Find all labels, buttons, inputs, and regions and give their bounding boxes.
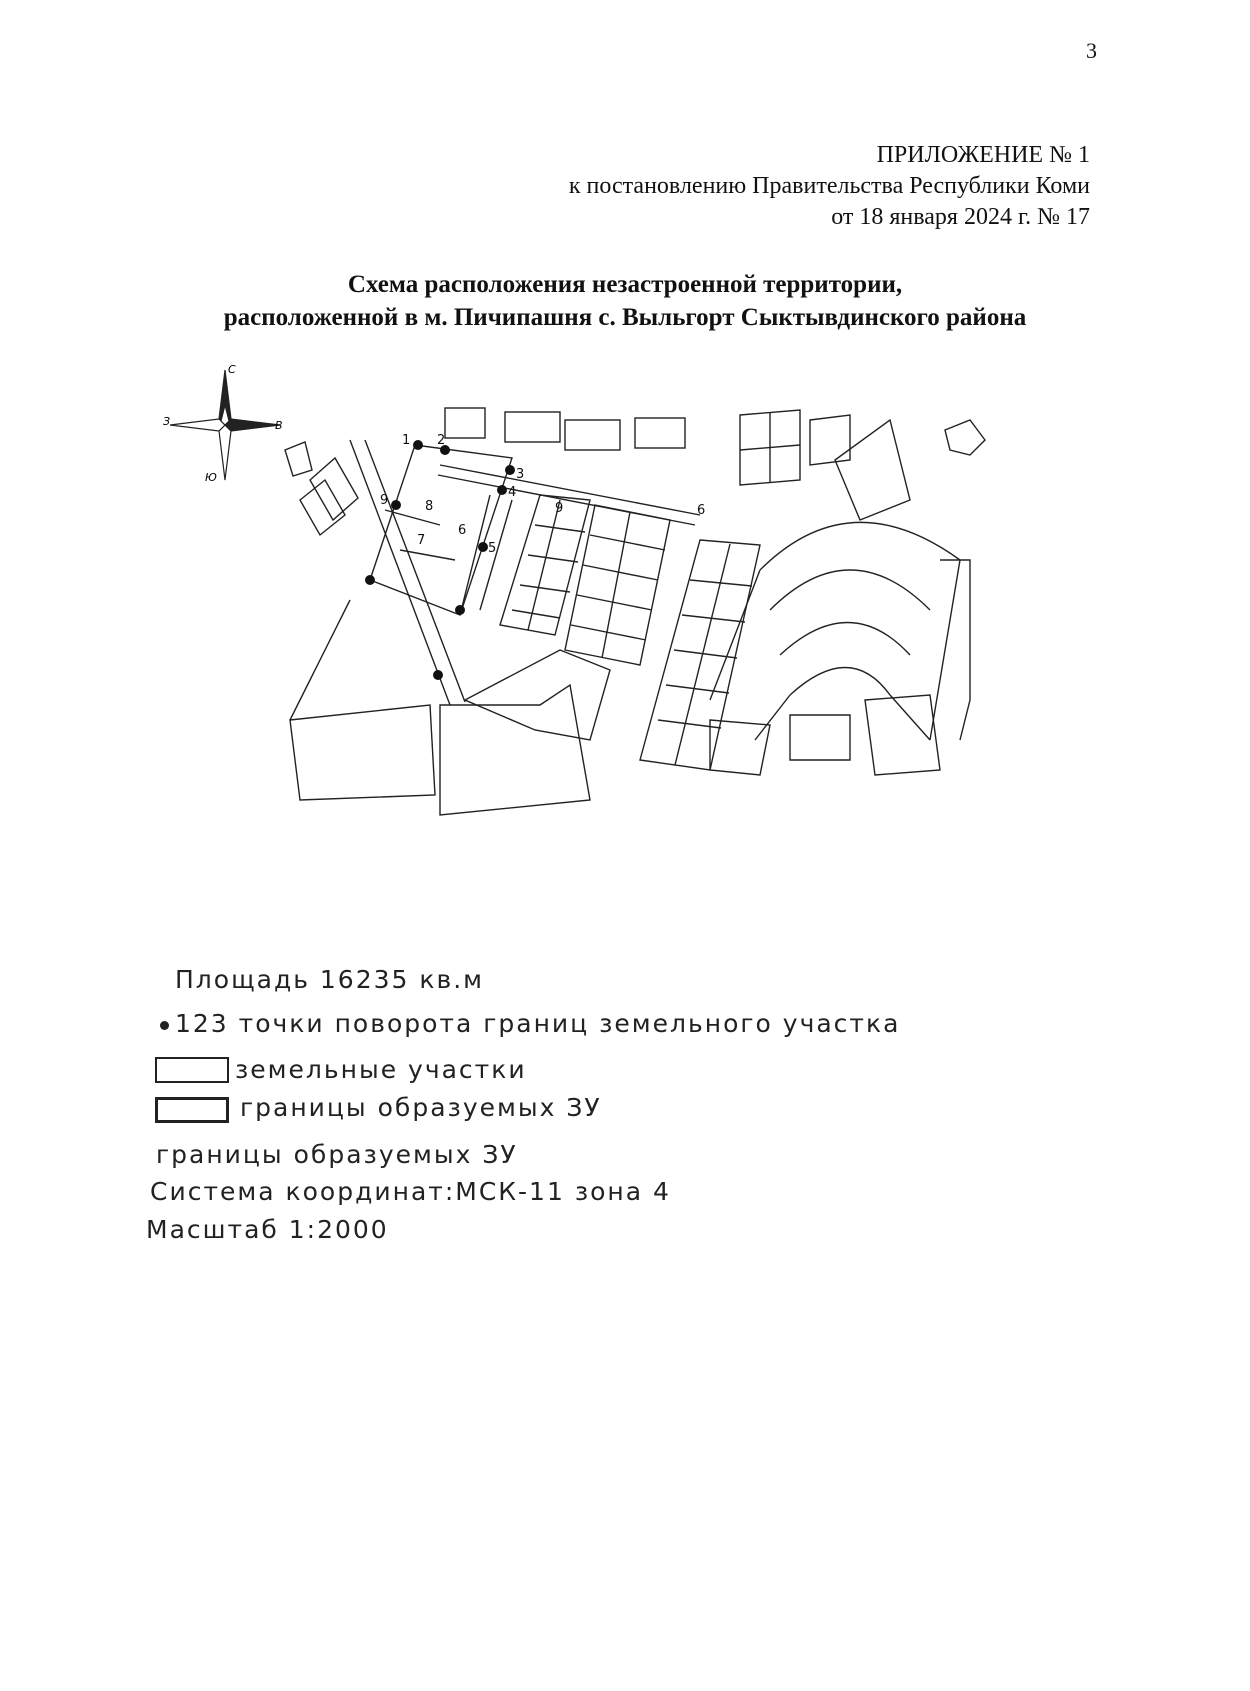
- cadastral-map: [290, 433, 1035, 880]
- turning-point-icon: [160, 1021, 169, 1030]
- compass-south: Ю: [205, 471, 217, 484]
- title-line-1: Схема расположения незастроенной территории,: [347, 271, 903, 298]
- appendix-line-1: ПРИЛОЖЕНИЕ № 1: [876, 142, 1090, 168]
- map-point-label: 3: [516, 467, 525, 482]
- map-point-label: 4: [508, 485, 517, 500]
- appendix-header: [569, 140, 1090, 233]
- map-area-label: 6: [458, 523, 467, 538]
- appendix-line-2: к постановлению Правительства Республики Коми: [568, 173, 1090, 199]
- legend-boundaries-box: границы образуемых ЗУ: [240, 1093, 602, 1122]
- land-plot-swatch: [155, 1057, 229, 1083]
- boundary-swatch: [155, 1097, 229, 1123]
- map-point-label: 5: [488, 541, 497, 556]
- legend-coord-system: Система координат:МСК-11 зона 4: [150, 1177, 671, 1206]
- document-title: [0, 268, 1250, 334]
- appendix-line-3: от 18 января 2024 г. № 17: [831, 204, 1090, 230]
- compass-east: В: [275, 419, 283, 432]
- compass-north: С: [228, 363, 236, 376]
- map-point-label: 2: [437, 433, 446, 448]
- legend-scale: Масштаб 1:2000: [146, 1215, 389, 1244]
- legend-boundaries-text: границы образуемых ЗУ: [156, 1140, 518, 1169]
- map-point-label: 1: [402, 433, 411, 448]
- legend-points-text: 123 точки поворота границ земельного участка: [175, 1009, 901, 1038]
- map-area-label: 9: [555, 501, 564, 516]
- map-point-label: 9: [380, 493, 389, 508]
- legend-points: [160, 1009, 900, 1038]
- map-area-label: 8: [425, 499, 434, 514]
- map-area-label: 7: [417, 533, 426, 548]
- compass-west: З: [163, 415, 171, 428]
- map-area-label: 6: [697, 503, 706, 518]
- page-number: 3: [1086, 38, 1097, 63]
- compass-rose-icon: [165, 365, 285, 485]
- legend-land-plots: земельные участки: [235, 1055, 527, 1084]
- title-line-2: расположенной в м. Пичипашня с. Выльгорт Сыктывдинского района: [223, 304, 1027, 331]
- legend-area: Площадь 16235 кв.м: [175, 965, 485, 994]
